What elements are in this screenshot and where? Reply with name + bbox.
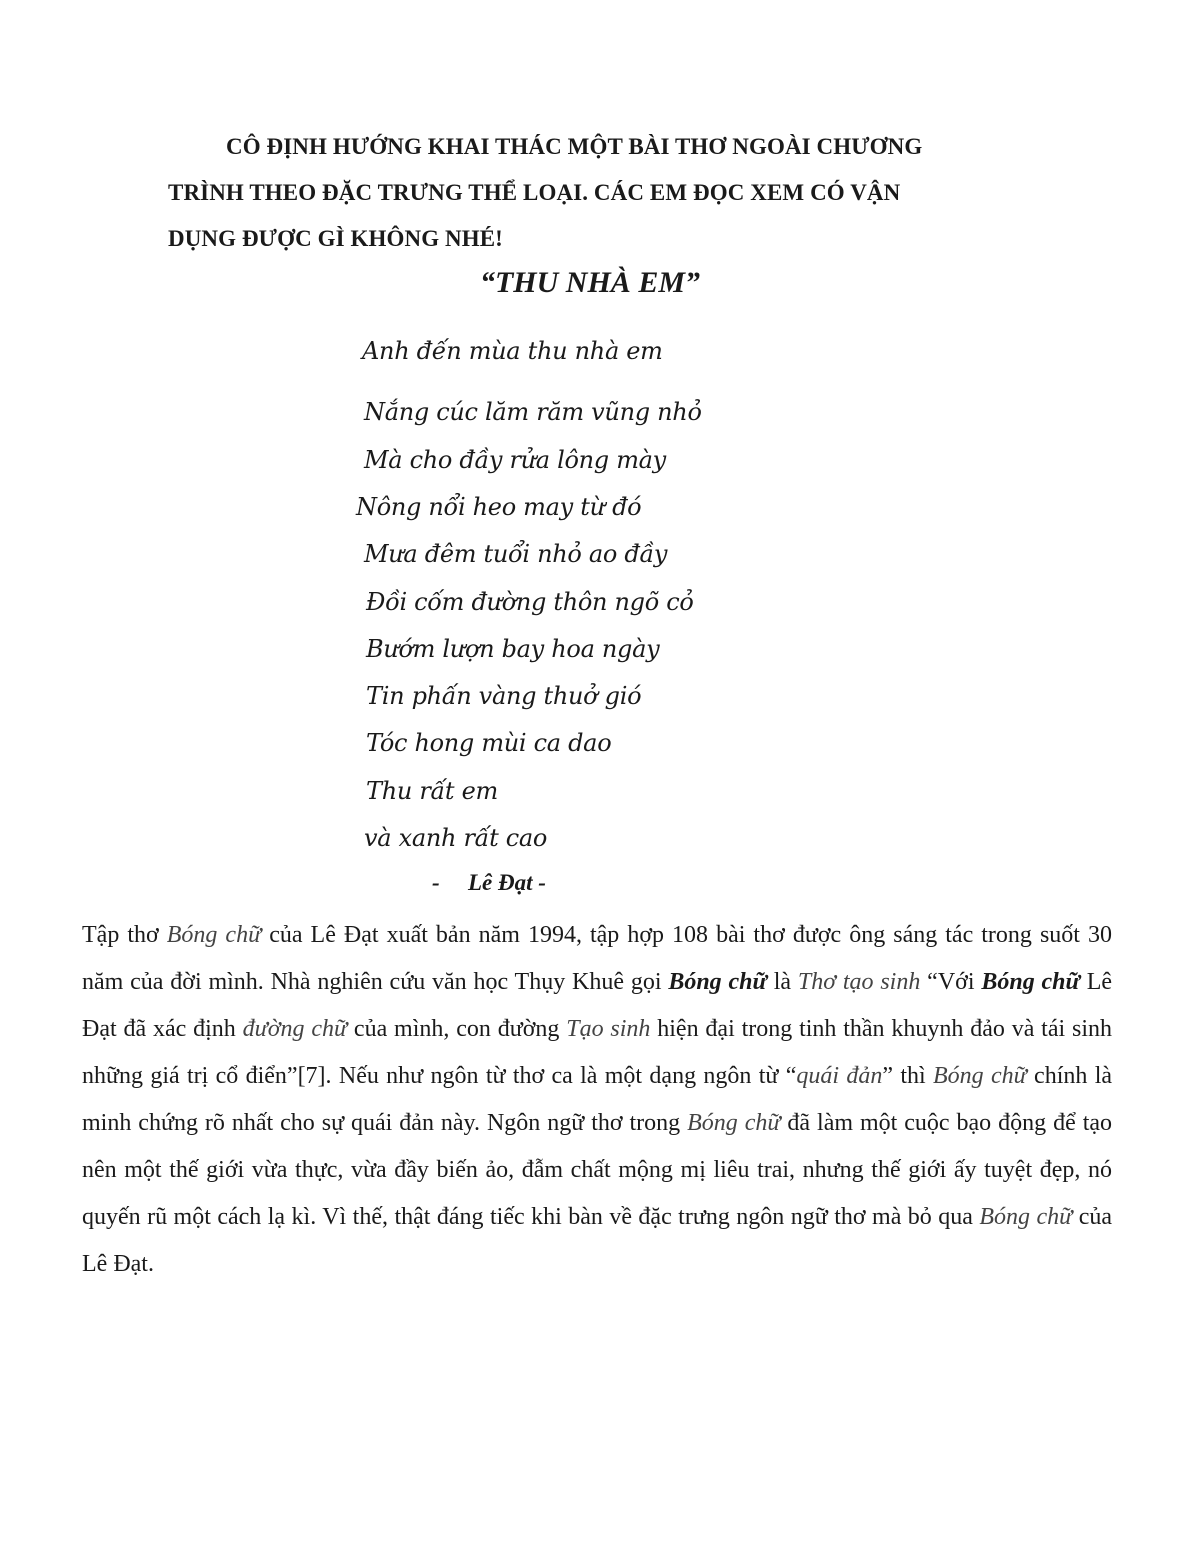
poem-line-1: Anh đến mùa thu nhà em (362, 337, 663, 365)
heading-line-3: DỤNG ĐƯỢC GÌ KHÔNG NHÉ! (168, 226, 503, 251)
poem-line-7: Bướm lượn bay hoa ngày (366, 635, 660, 663)
author-name: Lê Đạt - (468, 870, 546, 895)
author-dash: - (432, 870, 440, 895)
poem-line-10: Thu rất em (366, 777, 498, 805)
heading-line-2: TRÌNH THEO ĐẶC TRƯNG THỂ LOẠI. CÁC EM ĐỌC XEM CÓ VẬN (168, 180, 901, 205)
document-heading (168, 124, 1068, 262)
term: quái đản (796, 1063, 883, 1089)
book-title: Bóng chữ (981, 969, 1080, 995)
poem-line-8: Tin phấn vàng thuở gió (366, 682, 642, 710)
poem-line-5: Mưa đêm tuổi nhỏ ao đầy (364, 540, 668, 568)
heading-line-1: CÔ ĐỊNH HƯỚNG KHAI THÁC MỘT BÀI THƠ NGOÀI CHƯƠNG (226, 134, 923, 159)
poem-line-3: Mà cho đầy rửa lông mày (364, 446, 666, 474)
poem-line-11: và xanh rất cao (364, 824, 548, 852)
book-title: Bóng chữ (979, 1204, 1073, 1230)
body-paragraph: Tập thơ Bóng chữ của Lê Đạt xuất bản năm 1994, tập hợp 108 bài thơ được ông sáng tác trong suốt 30 năm của đời mình. Nhà nghiên cứu văn học Thụy Khuê gọi Bóng chữ là Thơ tạo sinh “Với Bóng chữ Lê Đạt đã xác định đường chữ của mình, con đường Tạo sinh hiện đại trong tinh thần khuynh đảo và tái sinh những giá trị cổ điển”[7]. Nếu như ngôn từ thơ ca là một dạng ngôn từ “quái đản” thì Bóng chữ chính là minh chứng rõ nhất cho sự quái đản này. Ngôn ngữ thơ trong Bóng chữ đã làm một cuộc bạo động để tạo nên một thế giới vừa thực, vừa đầy biến ảo, đẫm chất mộng mị liêu trai, nhưng thế giới ấy tuyệt đẹp, nó quyến rũ một cách lạ kì. Vì thế, thật đáng tiếc khi bàn về đặc trưng ngôn ngữ thơ mà bỏ qua Bóng chữ của Lê Đạt. (82, 922, 1113, 1277)
poem-title: “THU NHÀ EM” (479, 266, 701, 299)
poem-line-9: Tóc hong mùi ca dao (366, 729, 612, 757)
poem-line-6: Đồi cốm đường thôn ngõ cỏ (366, 588, 694, 616)
poem-line-2: Nắng cúc lăm răm vũng nhỏ (364, 398, 702, 426)
book-title: Bóng chữ (933, 1063, 1027, 1089)
book-title: Bóng chữ (668, 969, 767, 995)
poem-line-4: Nông nổi heo may từ đó (356, 493, 642, 521)
term: Tạo sinh (566, 1016, 651, 1042)
poem-author (432, 870, 546, 896)
book-title: Bóng chữ (166, 922, 262, 948)
term: đường chữ (242, 1016, 348, 1042)
term: Thơ tạo sinh (797, 969, 921, 995)
book-title: Bóng chữ (687, 1110, 781, 1136)
